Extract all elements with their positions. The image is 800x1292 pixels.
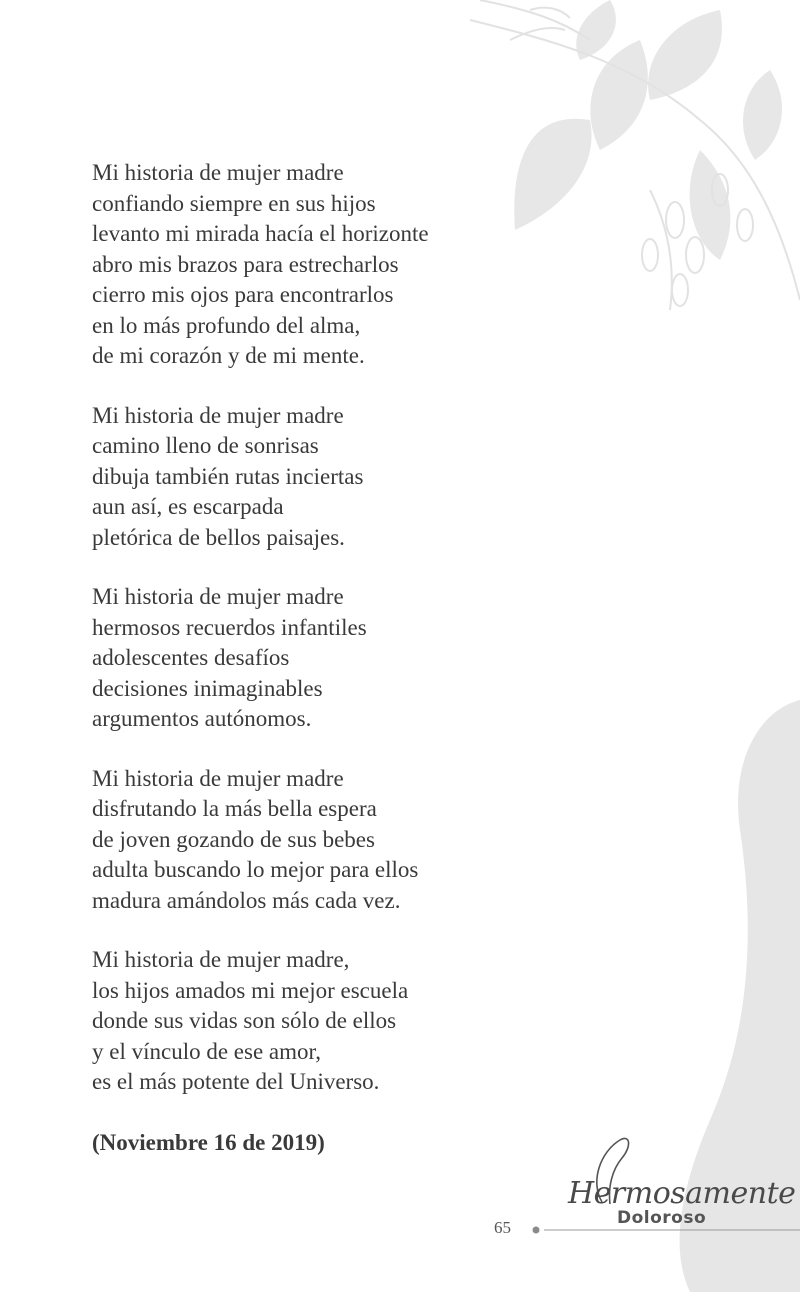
poem-stanza xyxy=(92,945,552,1098)
poem-line: hermosos recuerdos infantiles xyxy=(92,614,367,640)
poem-line: levanto mi mirada hacía el horizonte xyxy=(92,221,429,246)
poem-line: dibuja también rutas inciertas xyxy=(92,463,364,489)
poem-body xyxy=(92,158,552,1127)
poem-line: Mi historia de mujer madre xyxy=(92,765,344,791)
poem-line: donde sus vidas son sólo de ellos xyxy=(92,1008,397,1033)
poem-line: Mi historia de mujer madre, xyxy=(92,947,350,972)
brand-logo-subtitle: Doloroso xyxy=(617,1208,707,1228)
poem-line: Mi historia de mujer madre xyxy=(92,160,344,185)
poem-line: abro mis brazos para estrecharlos xyxy=(92,251,399,277)
poem-line: aun así, es escarpada xyxy=(92,494,284,519)
poem-line: disfrutando la más bella espera xyxy=(92,796,377,821)
page-number: 65 xyxy=(494,1218,511,1237)
poem-stanza xyxy=(92,582,552,735)
poem-line: de joven gozando de sus bebes xyxy=(92,826,375,852)
poem-line: en lo más profundo del alma, xyxy=(92,312,361,338)
poem-line: decisiones inimaginables xyxy=(92,675,323,701)
poem-line: argumentos autónomos. xyxy=(92,706,312,731)
poem-line: de mi corazón y de mi mente. xyxy=(92,343,365,368)
poem-line: los hijos amados mi mejor escuela xyxy=(92,977,409,1003)
poem-line: Mi historia de mujer madre xyxy=(92,402,344,428)
poem-line: pletórica de bellos paisajes. xyxy=(92,524,345,550)
poem-line: y el vínculo de ese amor, xyxy=(92,1038,322,1064)
poem-stanza xyxy=(92,764,552,917)
poem-stanza xyxy=(92,401,552,554)
poem-line: adulta buscando lo mejor para ellos xyxy=(92,857,419,882)
poem-line: es el más potente del Universo. xyxy=(92,1069,380,1094)
brand-logo-script: Hermosamente xyxy=(568,1176,796,1211)
poem-line: adolescentes desafíos xyxy=(92,645,290,670)
poem-line: camino lleno de sonrisas xyxy=(92,433,319,458)
poem-date: (Noviembre 16 de 2019) xyxy=(92,1130,325,1155)
poem-line: cierro mis ojos para encontrarlos xyxy=(92,282,394,307)
poem-stanza xyxy=(92,158,552,372)
poem-line: madura amándolos más cada vez. xyxy=(92,887,401,913)
poem-line: confiando siempre en sus hijos xyxy=(92,190,376,216)
poem-line: Mi historia de mujer madre xyxy=(92,584,344,609)
